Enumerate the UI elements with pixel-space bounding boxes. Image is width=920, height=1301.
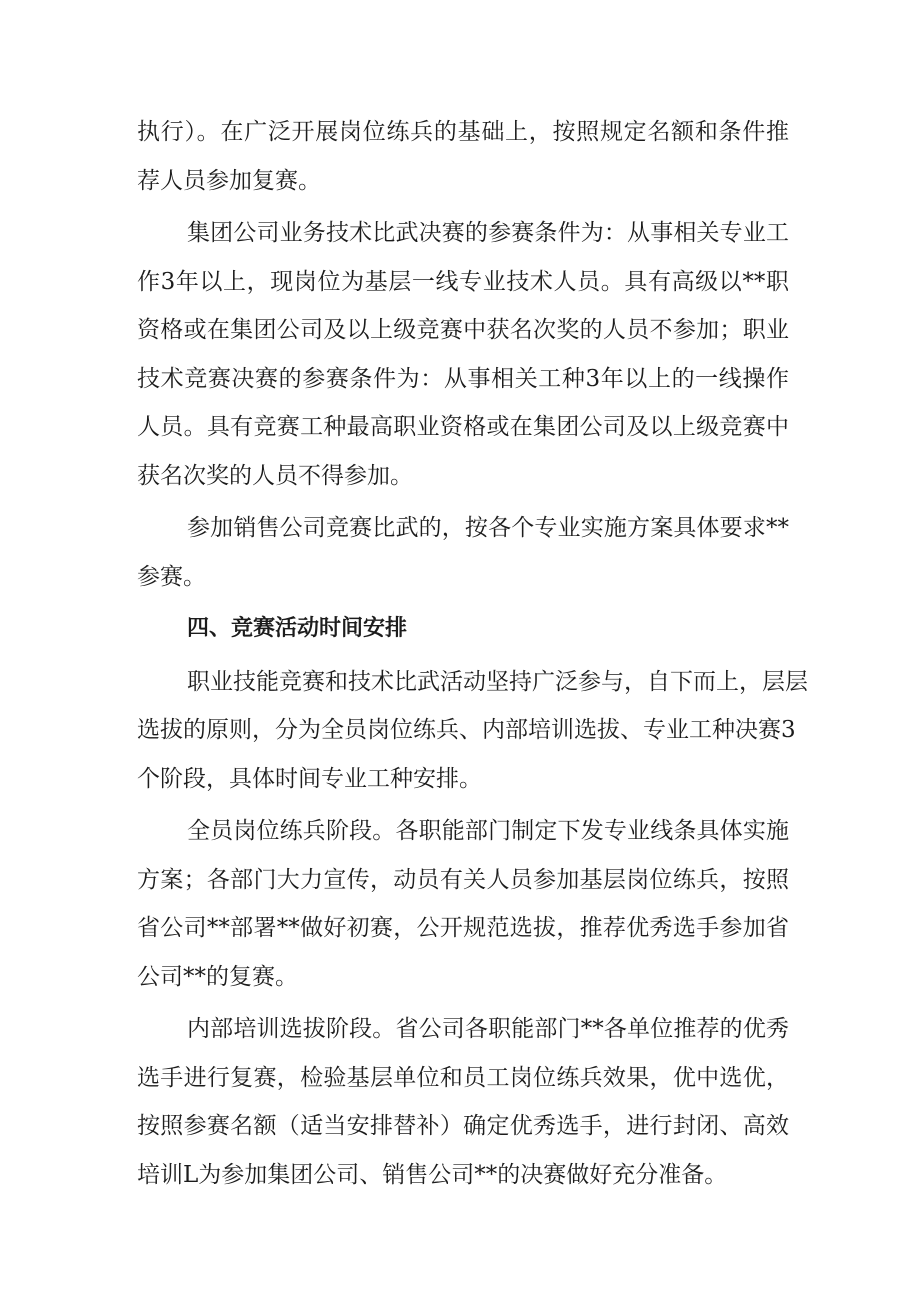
text-line: 技术竞赛决赛的参赛条件为：从事相关工种3年以上的一线操作	[137, 365, 789, 392]
text-line: 职业技能竞赛和技术比武活动坚持广泛参与，自下而上，层层	[187, 668, 808, 695]
text-line: 集团公司业务技术比武决赛的参赛条件为：从事相关专业工	[187, 220, 789, 246]
text-line: 参加销售公司竞赛比武的，按各个专业实施方案具体要求**	[187, 515, 789, 541]
text-line: 个阶段，具体时间专业工种安排。	[137, 765, 482, 792]
text-line: 人员。具有竞赛工种最高职业资格或在集团公司及以上级竞赛中	[137, 414, 789, 440]
text-line: 省公司**部署**做好初赛，公开规范选拔，推荐优秀选手参加省	[137, 915, 789, 941]
text-line: 资格或在集团公司及以上级竞赛中获名次奖的人员不参加；职业	[137, 317, 789, 343]
text-line: 荐人员参加复赛。	[137, 167, 321, 194]
text-line: 内部培训选拔阶段。省公司各职能部门**各单位推荐的优秀	[187, 1016, 789, 1042]
text-line: 执行）。在广泛开展岗位练兵的基础上，按照规定名额和条件推	[137, 119, 789, 145]
text-line: 作3年以上，现岗位为基层一线专业技术人员。具有高级以**职	[137, 268, 789, 295]
text-line: 按照参赛名额（适当安排替补）确定优秀选手，进行封闭、高效	[137, 1113, 789, 1139]
text-line: 参赛。	[137, 563, 206, 590]
text-line: 选拔的原则，分为全员岗位练兵、内部培训选拔、专业工种决赛3	[137, 717, 796, 743]
text-line: 全员岗位练兵阶段。各职能部门制定下发专业线条具体实施	[187, 818, 789, 844]
text-line: 选手进行复赛，检验基层单位和员工岗位练兵效果，优中选优，	[137, 1064, 789, 1091]
section-heading: 四、竞赛活动时间安排	[187, 616, 408, 641]
text-line: 培训L为参加集团公司、销售公司**的决赛做好充分准备。	[137, 1161, 728, 1188]
text-line: 方案；各部门大力宣传，动员有关人员参加基层岗位练兵，按照	[137, 866, 789, 893]
text-line: 获名次奖的人员不得参加。	[137, 462, 413, 489]
text-line: 公司**的复赛。	[137, 963, 298, 990]
document-body	[137, 108, 808, 1199]
